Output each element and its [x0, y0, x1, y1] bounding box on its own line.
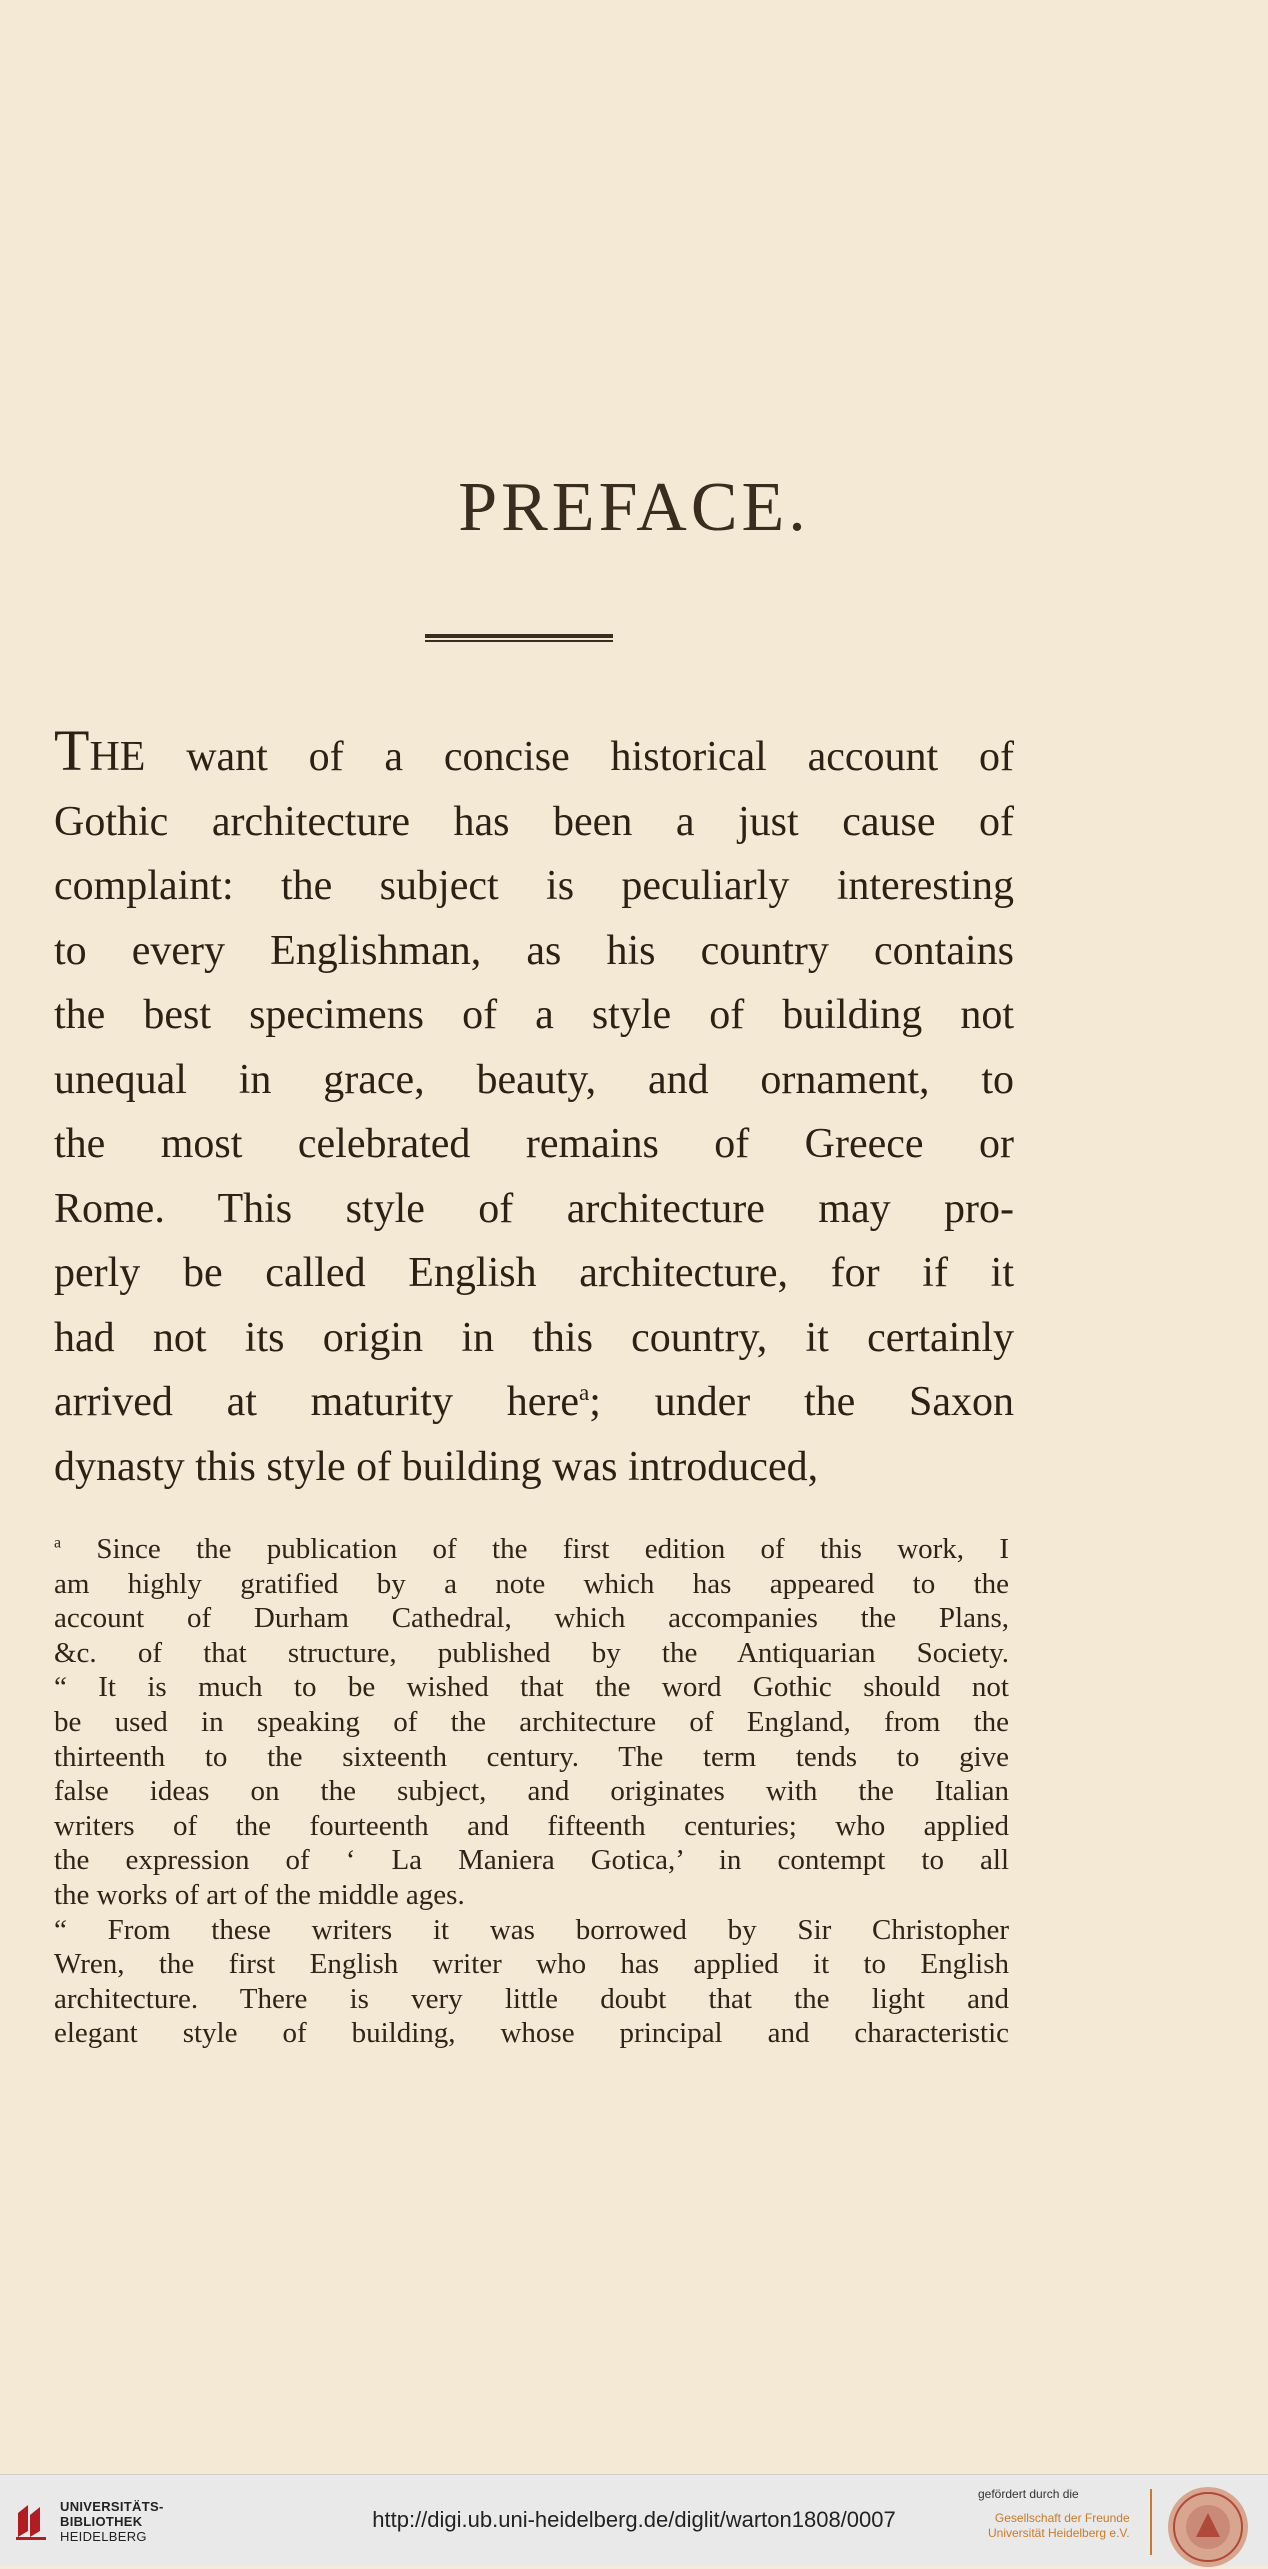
- body-text: [54, 718, 1014, 1499]
- footnote-line: $^a$ Since the publication of the first edition of this work, I: [54, 1533, 1009, 1565]
- footnote-line: am highly gratified by a note which has appeared to the: [54, 1567, 1009, 1600]
- body-line: THE want of a concise historical account of: [54, 718, 1014, 783]
- footnote: [54, 1532, 1009, 2051]
- university-seal-icon: [1166, 2485, 1250, 2569]
- footnote-line: thirteenth to the sixteenth century. The term tends to give: [54, 1740, 1009, 1773]
- library-name: UNIVERSITÄTS- BIBLIOTHEK HEIDELBERG: [60, 2499, 164, 2544]
- viewer-footer: [0, 2474, 1268, 2566]
- footnote-line: the works of art of the middle ages.: [54, 1878, 465, 1911]
- footnote-ref: a: [578, 1379, 590, 1405]
- sponsor-label: gefördert durch die: [978, 2487, 1079, 2501]
- sponsor-name[interactable]: Gesellschaft der Freunde Universität Heidelberg e.V.: [988, 2511, 1130, 2540]
- footnote-line: “ It is much to be wished that the word Gothic should not: [54, 1671, 1009, 1704]
- body-line: dynasty this style of building was introduced,: [54, 1443, 819, 1490]
- body-line: Rome. This style of architecture may pro-: [54, 1185, 1014, 1232]
- footnote-line: &c. of that structure, published by the Antiquarian Society.: [54, 1636, 1009, 1669]
- body-line: the best specimens of a style of building not: [54, 992, 1014, 1038]
- permalink-url[interactable]: http://digi.ub.uni-heidelberg.de/diglit/warton1808/0007: [372, 2507, 896, 2532]
- footnote-line: Wren, the first English writer who has applied it to English: [54, 1948, 1009, 1981]
- footnote-line: “ From these writers it was borrowed by Sir Christopher: [54, 1913, 1009, 1946]
- body-line: complaint: the subject is peculiarly interesting: [54, 863, 1014, 909]
- footnote-line: writers of the fourteenth and fifteenth centuries; who applied: [54, 1809, 1009, 1842]
- title-rule: [425, 634, 613, 642]
- footer-divider: [1150, 2489, 1152, 2555]
- body-line: Gothic architecture has been a just cause of: [54, 798, 1014, 845]
- footnote-marker: a: [54, 1534, 62, 1552]
- page-title: PREFACE.: [458, 469, 810, 546]
- footnote-line: be used in speaking of the architecture of England, from the: [54, 1705, 1009, 1738]
- body-line: perly be called English architecture, for if it: [54, 1250, 1014, 1296]
- body-line: unequal in grace, beauty, and ornament, to: [54, 1056, 1014, 1103]
- footnote-line: false ideas on the subject, and originates with the Italian: [54, 1775, 1009, 1808]
- footnote-line: elegant style of building, whose principal and characteristic: [54, 2017, 1009, 2050]
- body-line: had not its origin in this country, it certainly: [54, 1314, 1014, 1361]
- body-line: to every Englishman, as his country contains: [54, 927, 1014, 974]
- footnote-line: the expression of ‘ La Maniera Gotica,’ in contempt to all: [54, 1844, 1009, 1877]
- footnote-line: account of Durham Cathedral, which accompanies the Plans,: [54, 1602, 1009, 1635]
- drop-cap: T: [54, 718, 90, 783]
- footnote-line: architecture. There is very little doubt that the light and: [54, 1982, 1009, 2015]
- body-line: arrived at maturity here$^a$; under the Saxon: [54, 1379, 1014, 1425]
- body-line: the most celebrated remains of Greece or: [54, 1121, 1014, 1167]
